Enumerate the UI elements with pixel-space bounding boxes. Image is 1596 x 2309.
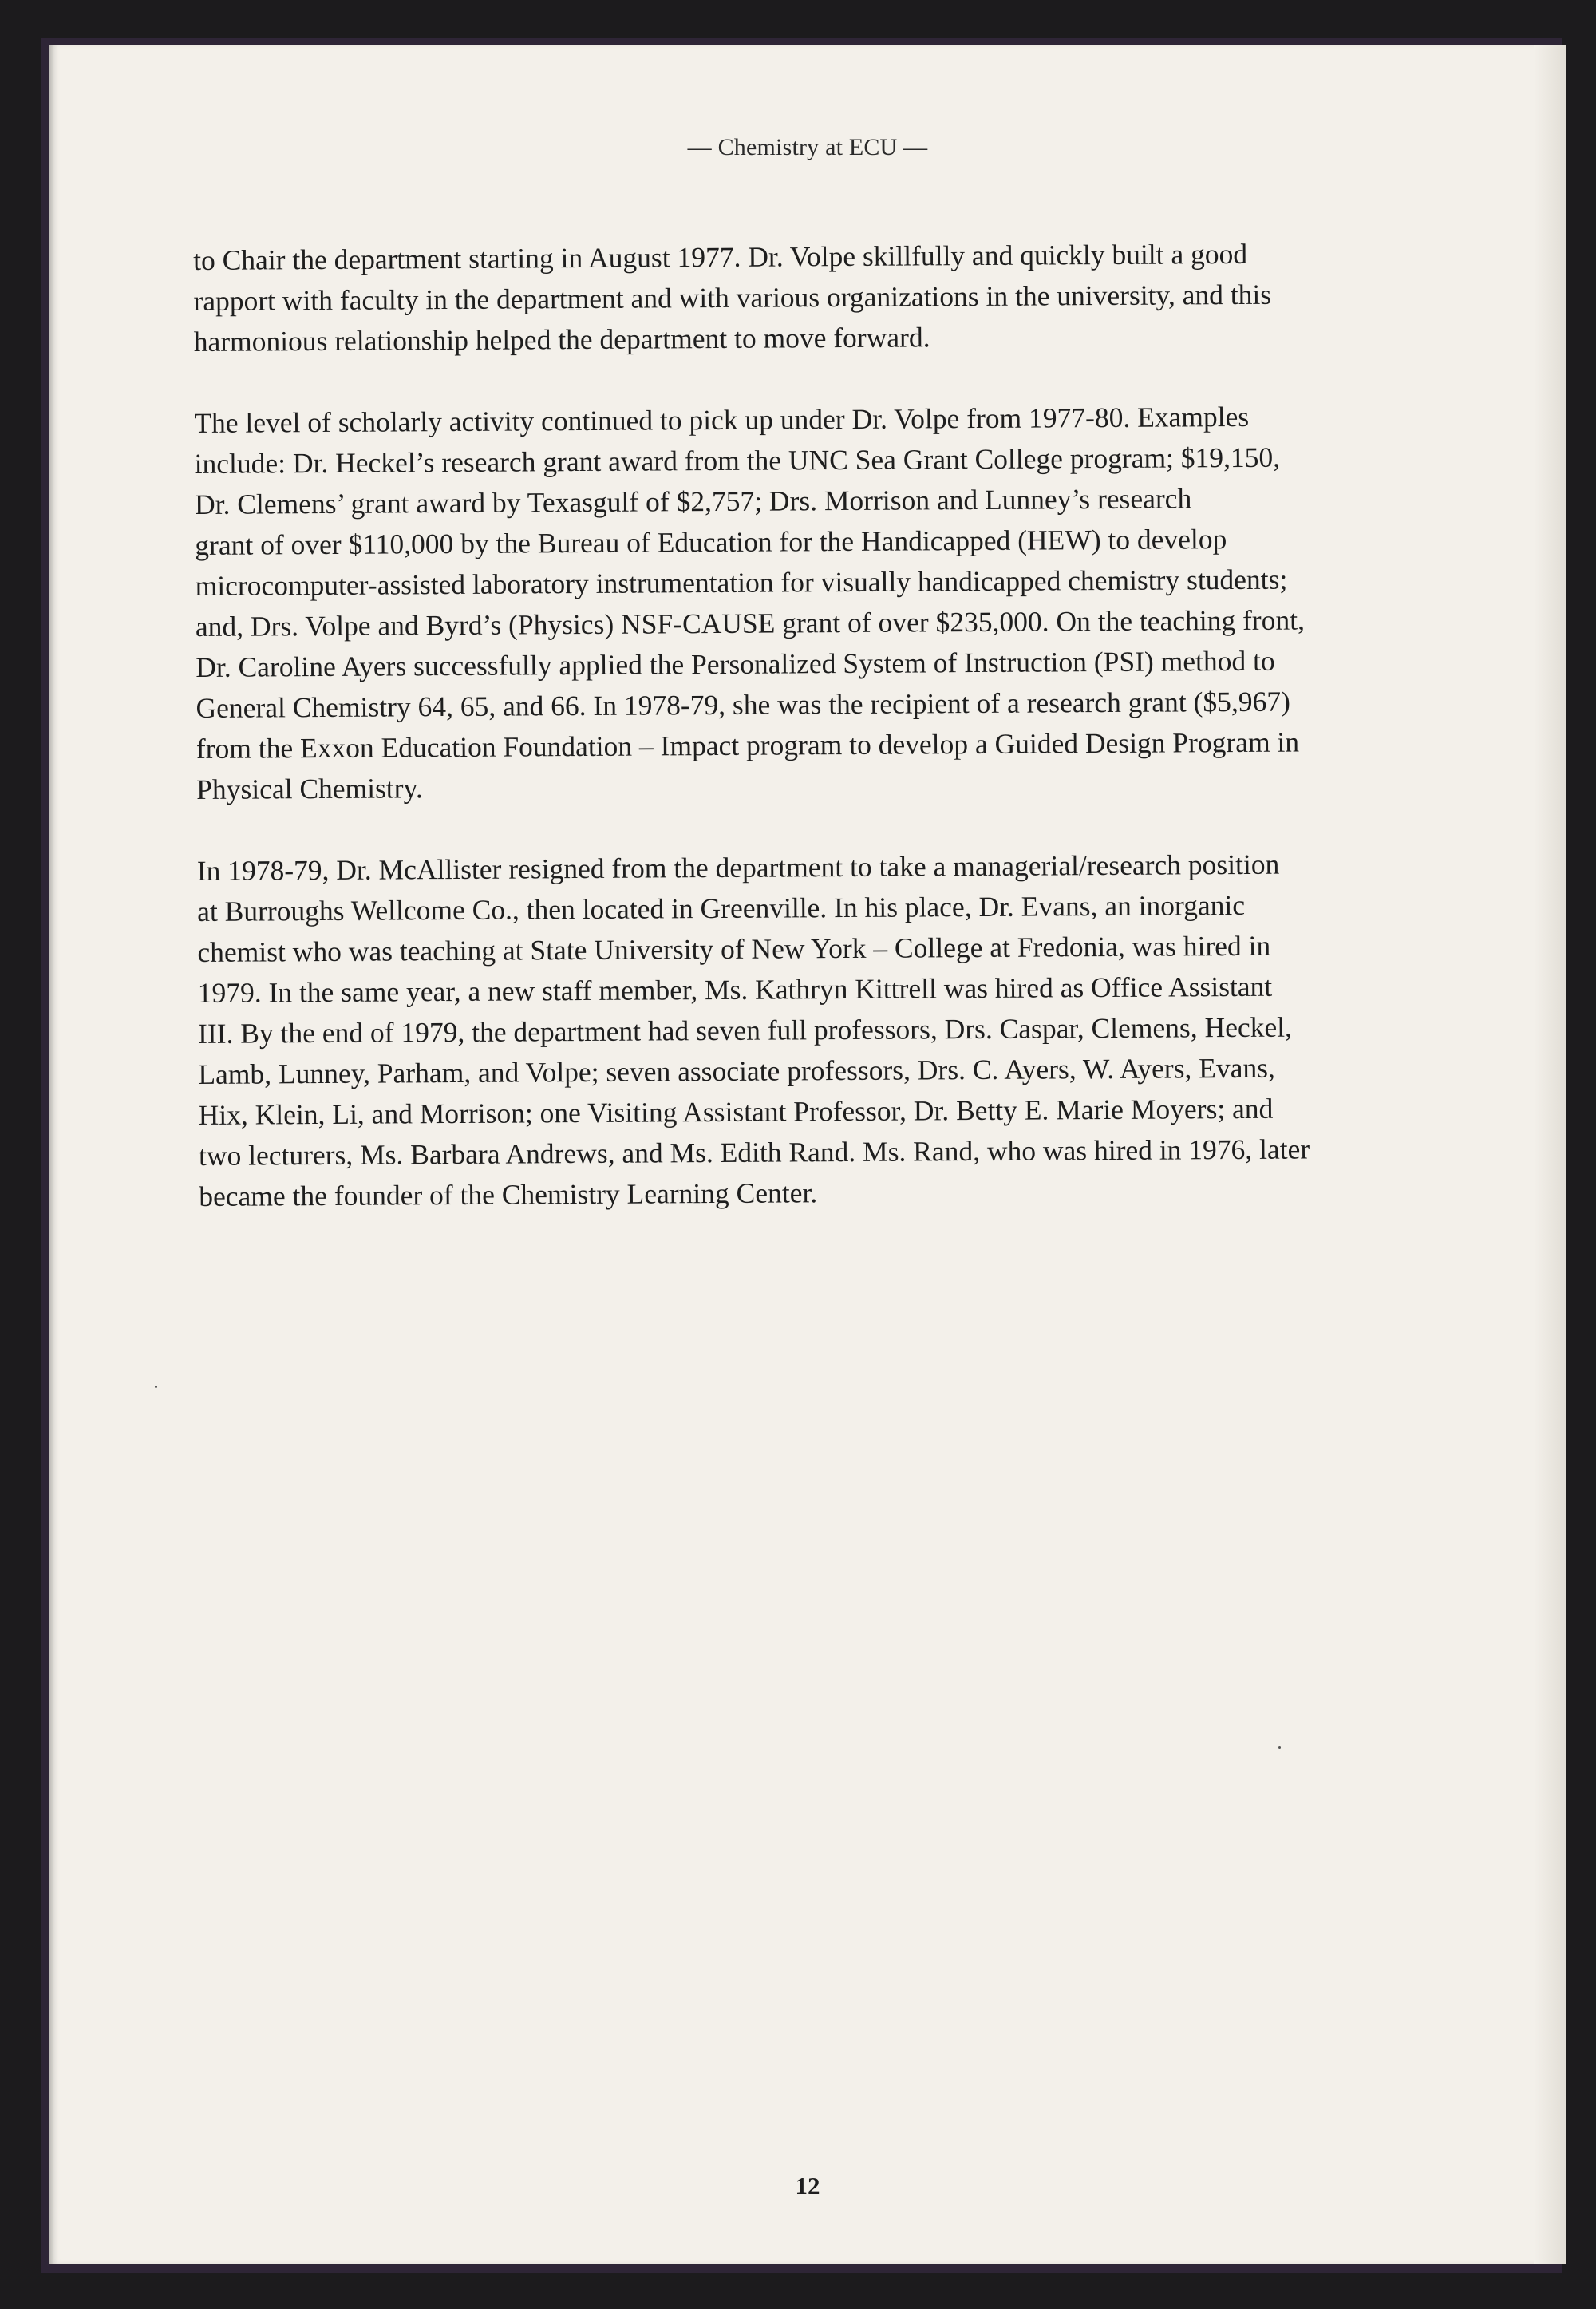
text-line: microcomputer-assisted laboratory instrumentation for visually handicapped chemistry students;	[195, 563, 1288, 602]
text-line: to Chair the department starting in August 1977. Dr. Volpe skillfully and quickly built a good	[193, 237, 1248, 276]
text-line: Dr. Caroline Ayers successfully applied the Personalized System of Instruction (PSI) method to	[196, 644, 1275, 683]
text-line: Dr. Clemens’ grant award by Texasgulf of $2,757; Drs. Morrison and Lunney’s research	[194, 482, 1192, 520]
paragraph-2	[194, 395, 1545, 810]
text-line: include: Dr. Heckel’s research grant award from the UNC Sea Grant College program; $19,150,	[194, 441, 1281, 480]
text-line: General Chemistry 64, 65, and 66. In 1978-79, she was the recipient of a research grant ($5,967)	[196, 685, 1290, 724]
text-line: In 1978-79, Dr. McAllister resigned from the department to take a managerial/research position	[196, 848, 1280, 887]
text-line: rapport with faculty in the department and with various organizations in the university, and this	[193, 278, 1272, 317]
paragraph-3	[197, 843, 1548, 1217]
body-text	[193, 232, 1548, 1258]
text-line: The level of scholarly activity continued to pick up under Dr. Volpe from 1977-80. Examples	[194, 400, 1250, 439]
text-line: Hix, Klein, Li, and Morrison; one Visiting Assistant Professor, Dr. Betty E. Marie Moyers; and	[198, 1092, 1274, 1131]
text-line: became the founder of the Chemistry Learning Center.	[199, 1176, 818, 1212]
running-header: — Chemistry at ECU —	[687, 134, 928, 160]
text-line: harmonious relationship helped the department to move forward.	[193, 321, 930, 358]
paper-speck	[1278, 1746, 1281, 1749]
text-line: and, Drs. Volpe and Byrd’s (Physics) NSF-CAUSE grant of over $235,000. On the teaching front,	[195, 603, 1306, 642]
text-line: Physical Chemistry.	[196, 772, 423, 805]
text-line: chemist who was teaching at State University of New York – College at Fredonia, was hired in	[197, 929, 1271, 968]
document-page	[49, 45, 1566, 2264]
text-line: Lamb, Lunney, Parham, and Volpe; seven associate professors, Drs. C. Ayers, W. Ayers, Evans,	[198, 1051, 1275, 1090]
text-line: III. By the end of 1979, the department had seven full professors, Drs. Caspar, Clemens, Heckel,	[197, 1010, 1293, 1050]
page-number: 12	[795, 2172, 820, 2200]
paper-speck	[155, 1386, 157, 1388]
paragraph-1	[193, 232, 1543, 362]
text-line: from the Exxon Education Foundation – Impact program to develop a Guided Design Program in	[196, 726, 1300, 765]
text-line: 1979. In the same year, a new staff member, Ms. Kathryn Kittrell was hired as Office Assistant	[197, 970, 1273, 1009]
text-line: grant of over $110,000 by the Bureau of Education for the Handicapped (HEW) to develop	[195, 523, 1227, 561]
text-line: two lecturers, Ms. Barbara Andrews, and Ms. Edith Rand. Ms. Rand, who was hired in 1976, later	[198, 1133, 1310, 1172]
text-line: at Burroughs Wellcome Co., then located in Greenville. In his place, Dr. Evans, an inorganic	[197, 888, 1246, 927]
